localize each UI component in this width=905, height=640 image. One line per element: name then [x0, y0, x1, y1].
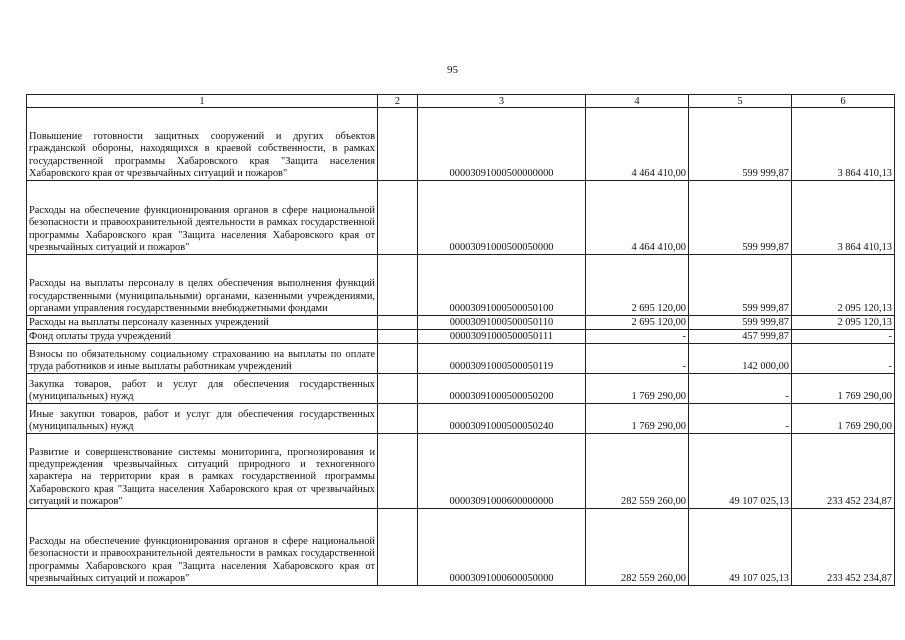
- header-col-1: 1: [27, 95, 378, 108]
- row-col-4: 1 769 290,00: [586, 374, 689, 404]
- row-col-2: [378, 255, 418, 316]
- row-col-4: 282 559 260,00: [586, 434, 689, 509]
- table-row: [27, 255, 895, 316]
- row-description: Расходы на выплаты персоналу в целях обеспечения выполнения функций государственными (муниципальными) органами, казенными учреждениями, органами управления государственными внебюджетными фондами: [27, 255, 378, 316]
- header-col-6: 6: [792, 95, 895, 108]
- table-row: [27, 330, 895, 344]
- row-code: 00003091000500050100: [418, 255, 586, 316]
- row-col-5: -: [689, 404, 792, 434]
- row-col-6: 2 095 120,13: [792, 316, 895, 330]
- row-col-5: 142 000,00: [689, 344, 792, 374]
- header-col-3: 3: [418, 95, 586, 108]
- row-col-4: 4 464 410,00: [586, 181, 689, 255]
- row-description: Повышение готовности защитных сооружений и других объектов гражданской обороны, находящихся в краевой собственности, в рамках государственной программы Хабаровского края "Защита населения Хабаровского края от чрезвычайных ситуаций и пожаров": [27, 108, 378, 181]
- header-col-4: 4: [586, 95, 689, 108]
- table-row: [27, 404, 895, 434]
- row-code: 00003091000500050200: [418, 374, 586, 404]
- row-description: Расходы на обеспечение функционирования органов в сфере национальной безопасности и правоохранительной деятельности в рамках государственной программы Хабаровского края "Защита населения Хабаровского края от чрезвычайных ситуаций и пожаров": [27, 181, 378, 255]
- row-col-2: [378, 108, 418, 181]
- row-description: Закупка товаров, работ и услуг для обеспечения государственных (муниципальных) нужд: [27, 374, 378, 404]
- row-col-6: 3 864 410,13: [792, 108, 895, 181]
- row-code: 00003091000500050110: [418, 316, 586, 330]
- row-description: Фонд оплаты труда учреждений: [27, 330, 378, 344]
- row-col-6: -: [792, 344, 895, 374]
- row-col-6: 233 452 234,87: [792, 509, 895, 586]
- row-col-6: 233 452 234,87: [792, 434, 895, 509]
- row-col-5: 599 999,87: [689, 108, 792, 181]
- row-code: 00003091000600050000: [418, 509, 586, 586]
- page-number: 95: [447, 64, 458, 76]
- header-col-2: 2: [378, 95, 418, 108]
- table-row: [27, 434, 895, 509]
- header-col-5: 5: [689, 95, 792, 108]
- row-code: 00003091000500050240: [418, 404, 586, 434]
- header-row: [27, 95, 895, 108]
- row-col-5: 599 999,87: [689, 255, 792, 316]
- table-row: [27, 509, 895, 586]
- row-col-6: 2 095 120,13: [792, 255, 895, 316]
- row-col-5: 599 999,87: [689, 316, 792, 330]
- row-code: 00003091000500050111: [418, 330, 586, 344]
- row-col-5: -: [689, 374, 792, 404]
- row-col-6: 1 769 290,00: [792, 374, 895, 404]
- row-col-4: 282 559 260,00: [586, 509, 689, 586]
- row-col-4: 2 695 120,00: [586, 316, 689, 330]
- row-code: 00003091000600000000: [418, 434, 586, 509]
- row-description: Иные закупки товаров, работ и услуг для обеспечения государственных (муниципальных) нужд: [27, 404, 378, 434]
- table-row: [27, 344, 895, 374]
- row-description: Развитие и совершенствование системы мониторинга, прогнозирования и предупреждения чрезвычайных ситуаций природного и техногенного характера на территории края в рамках государственной программы Хабаровского края "Защита населения Хабаровского края от чрезвычайных ситуаций и пожаров": [27, 434, 378, 509]
- row-description: Расходы на выплаты персоналу казенных учреждений: [27, 316, 378, 330]
- row-description: Взносы по обязательному социальному страхованию на выплаты по оплате труда работников и иные выплаты работникам учреждений: [27, 344, 378, 374]
- table-row: [27, 108, 895, 181]
- row-col-2: [378, 509, 418, 586]
- table-row: [27, 374, 895, 404]
- row-col-5: 49 107 025,13: [689, 434, 792, 509]
- row-col-2: [378, 344, 418, 374]
- row-col-2: [378, 434, 418, 509]
- row-code: 00003091000500050000: [418, 181, 586, 255]
- row-col-6: 1 769 290,00: [792, 404, 895, 434]
- row-col-2: [378, 374, 418, 404]
- row-description: Расходы на обеспечение функционирования органов в сфере национальной безопасности и правоохранительной деятельности в рамках государственной программы Хабаровского края "Защита населения Хабаровского края от чрезвычайных ситуаций и пожаров": [27, 509, 378, 586]
- row-col-5: 457 999,87: [689, 330, 792, 344]
- row-col-4: 1 769 290,00: [586, 404, 689, 434]
- row-col-4: 2 695 120,00: [586, 255, 689, 316]
- row-col-2: [378, 404, 418, 434]
- row-col-5: 49 107 025,13: [689, 509, 792, 586]
- row-code: 00003091000500000000: [418, 108, 586, 181]
- row-col-4: -: [586, 330, 689, 344]
- row-col-4: 4 464 410,00: [586, 108, 689, 181]
- row-col-6: 3 864 410,13: [792, 181, 895, 255]
- table-row: [27, 181, 895, 255]
- budget-table: [26, 94, 895, 586]
- table-row: [27, 316, 895, 330]
- row-col-2: [378, 316, 418, 330]
- row-col-2: [378, 330, 418, 344]
- row-col-5: 599 999,87: [689, 181, 792, 255]
- row-col-4: -: [586, 344, 689, 374]
- row-col-6: -: [792, 330, 895, 344]
- row-col-2: [378, 181, 418, 255]
- row-code: 00003091000500050119: [418, 344, 586, 374]
